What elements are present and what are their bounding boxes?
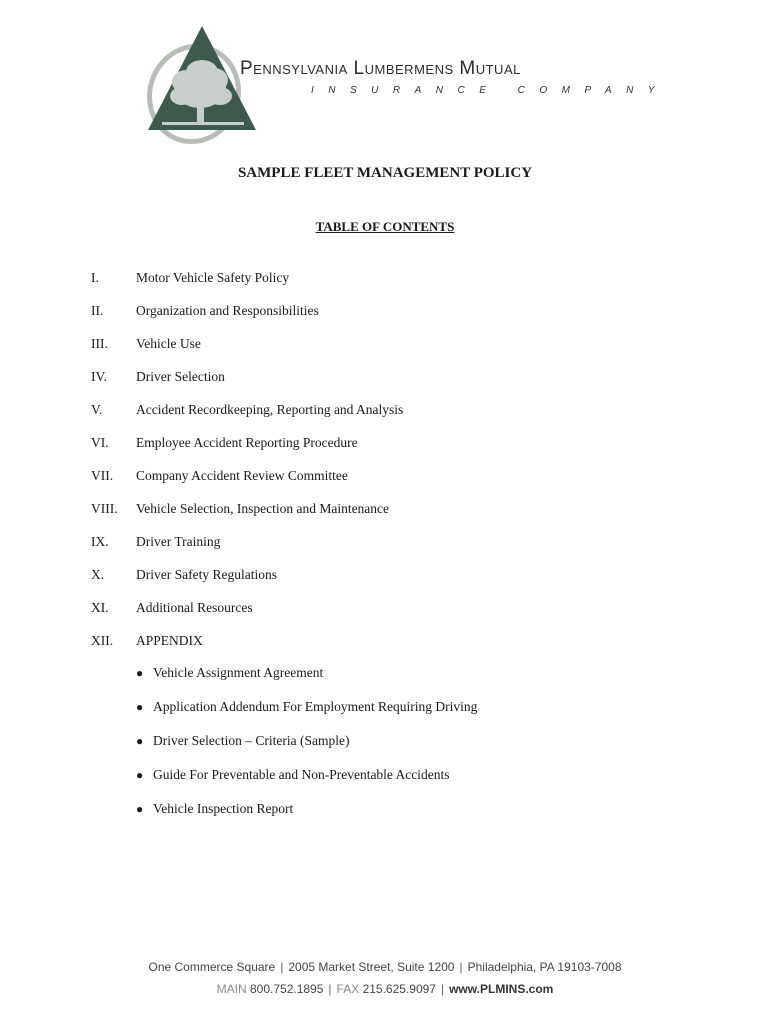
footer-address-building: One Commerce Square (148, 960, 276, 974)
toc-item (91, 368, 651, 401)
toc-label: Employee Accident Reporting Procedure (136, 435, 358, 450)
footer-fax-label: FAX (336, 982, 360, 996)
toc-label: Organization and Responsibilities (136, 303, 319, 318)
tree-in-triangle-logo (142, 22, 262, 146)
toc-item (91, 599, 651, 632)
footer-main-label: MAIN (216, 982, 247, 996)
toc-label: Accident Recordkeeping, Reporting and Analysis (136, 402, 404, 417)
appendix-label: Application Addendum For Employment Requiring Driving (153, 699, 478, 714)
toc-number: VI. (91, 435, 109, 450)
toc-number: V. (91, 402, 103, 417)
toc-label: Driver Training (136, 534, 221, 549)
toc-number: VIII. (91, 501, 118, 516)
toc-number: IX. (91, 534, 109, 549)
toc-item (91, 335, 651, 368)
toc-number: VII. (91, 468, 114, 483)
footer-website-link[interactable]: www.PLMINS.com (449, 982, 554, 996)
appendix-label: Vehicle Assignment Agreement (153, 665, 324, 680)
appendix-item (136, 698, 477, 732)
toc-number: XI. (91, 600, 109, 615)
toc-number: IV. (91, 369, 107, 384)
toc-number: I. (91, 270, 99, 285)
appendix-label: Guide For Preventable and Non-Preventable Accidents (153, 767, 450, 782)
table-of-contents (91, 269, 651, 665)
toc-number: II. (91, 303, 104, 318)
appendix-item (136, 800, 477, 834)
footer-address (0, 960, 770, 974)
appendix-item (136, 766, 477, 800)
appendix-label: Vehicle Inspection Report (153, 801, 294, 816)
toc-label: Driver Selection (136, 369, 225, 384)
appendix-item (136, 732, 477, 766)
toc-number: XII. (91, 633, 114, 648)
appendix-item (136, 664, 477, 698)
toc-item (91, 533, 651, 566)
footer-separator: | (328, 982, 332, 996)
footer-address-street: 2005 Market Street, Suite 1200 (288, 960, 455, 974)
toc-item (91, 302, 651, 335)
toc-label: Motor Vehicle Safety Policy (136, 270, 290, 285)
company-subtitle: INSURANCE COMPANY (311, 85, 669, 96)
footer-separator: | (459, 960, 463, 974)
bullet-icon: ● (136, 734, 144, 748)
toc-label: Driver Safety Regulations (136, 567, 277, 582)
footer-contact (0, 982, 770, 996)
toc-label: Additional Resources (136, 600, 253, 615)
bullet-icon: ● (136, 700, 144, 714)
footer-separator: | (280, 960, 284, 974)
toc-number: III. (91, 336, 108, 351)
footer-fax-number: 215.625.9097 (362, 982, 436, 996)
toc-item (91, 434, 651, 467)
document-title: SAMPLE FLEET MANAGEMENT POLICY (237, 165, 533, 181)
company-name: Pennsylvania Lumbermens Mutual (240, 58, 521, 79)
toc-item (91, 500, 651, 533)
toc-item (91, 269, 651, 302)
bullet-icon: ● (136, 666, 144, 680)
toc-heading: TABLE OF CONTENTS (315, 219, 455, 234)
toc-item (91, 566, 651, 599)
bullet-icon: ● (136, 768, 144, 782)
toc-label: APPENDIX (136, 633, 203, 648)
toc-number: X. (91, 567, 105, 582)
toc-item (91, 401, 651, 434)
appendix-label: Driver Selection – Criteria (Sample) (153, 733, 350, 748)
bullet-icon: ● (136, 802, 144, 816)
toc-label: Company Accident Review Committee (136, 468, 348, 483)
footer-separator: | (440, 982, 445, 996)
footer-main-phone: 800.752.1895 (250, 982, 324, 996)
toc-label: Vehicle Use (136, 336, 201, 351)
toc-item (91, 467, 651, 500)
toc-item (91, 632, 651, 665)
footer-address-city: Philadelphia, PA 19103-7008 (467, 960, 622, 974)
appendix-list (136, 664, 477, 834)
toc-label: Vehicle Selection, Inspection and Maintenance (136, 501, 390, 516)
